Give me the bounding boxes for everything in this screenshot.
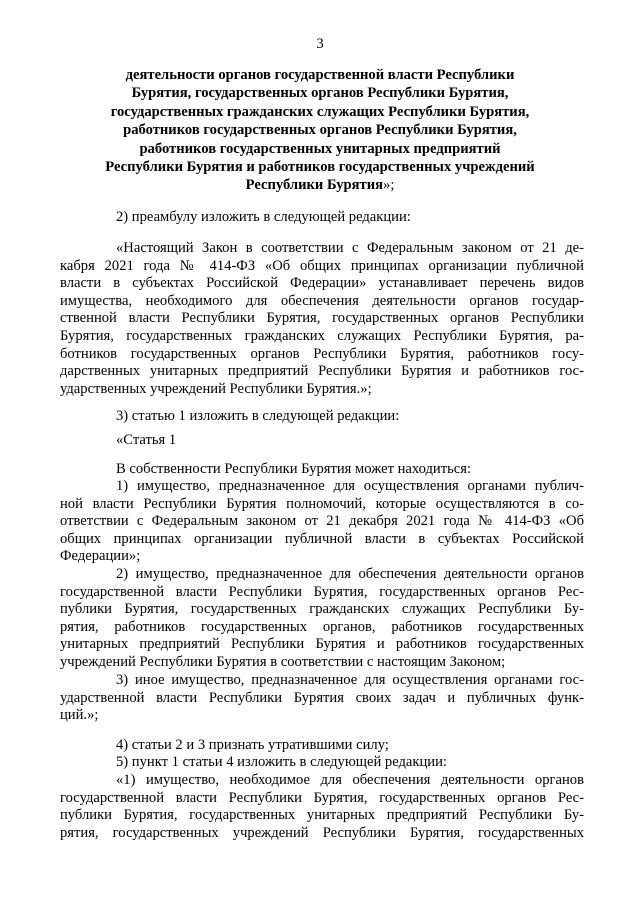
text-line: публики Бурятия, государственных унитарных предприятий Республики Бу- — [60, 807, 584, 824]
text-line: 3) иное имущество, предназначенное для осуществления органами гос- — [116, 672, 584, 688]
text-line: унитарных предприятий Республики Бурятия и работников государственных — [60, 636, 584, 653]
text-line: рятия, работников государственных органов, работников государственных — [60, 618, 584, 635]
text-line: публики Бурятия, государственных гражданских служащих Республики Бу- — [60, 601, 584, 618]
article-sub-2 — [60, 566, 584, 672]
text-line: ной власти Республики Бурятия полномочий, которые осуществляются в со- — [60, 495, 584, 512]
heading-line: деятельности органов государственной власти Республики — [125, 67, 515, 83]
text-line: дарственных унитарных предприятий Республики Бурятия и работников гос- — [60, 363, 584, 380]
article-4-point-1 — [60, 772, 584, 842]
amendment-item-2: 2) преамбулу изложить в следующей редакции: — [116, 209, 411, 225]
text-line: государственной власти Республики Бурятия, государственных органов Рес- — [60, 583, 584, 600]
amendment-item-3: 3) статью 1 изложить в следующей редакции: — [116, 408, 400, 424]
heading-line: работников государственных органов Республики Бурятия, — [123, 122, 517, 139]
text-line: ответствии с Федеральным законом от 21 декабря 2021 года № 414-ФЗ «Об — [60, 513, 584, 530]
text-line: 2) имущество, предназначенное для обеспечения деятельности органов — [116, 566, 584, 582]
text-line: «Настоящий Закон в соответствии с Федеральным законом от 21 де- — [116, 240, 584, 256]
heading-line: государственных гражданских служащих Республики Бурятия, — [110, 103, 530, 120]
amendment-item-4: 4) статьи 2 и 3 признать утратившими силу; — [116, 737, 389, 753]
article-intro: В собственности Республики Бурятия может находиться: — [116, 461, 472, 477]
article-sub-1 — [60, 478, 584, 566]
heading-line-last: Республики Бурятия»; — [245, 177, 395, 194]
text-line: учреждений Республики Бурятия в соответствии с настоящим Законом; — [60, 653, 506, 670]
text-line: общих принципах организации публичной власти в субъектах Российской — [60, 530, 584, 547]
heading-line: работников государственных унитарных предприятий — [139, 140, 501, 157]
text-line: ций.»; — [60, 707, 99, 724]
text-line: государственной власти Республики Бурятия, государственных органов Рес- — [60, 789, 584, 806]
text-line: рятия, государственных учреждений Республики Бурятия, государственных — [60, 824, 584, 841]
text-line: кабря 2021 года № 414-ФЗ «Об общих принципах организации публичной — [60, 257, 584, 274]
preamble-text — [60, 240, 584, 398]
text-line: ственной власти Республики Бурятия, государственных органов Республики — [60, 310, 584, 327]
text-line: Федерации»; — [60, 548, 141, 565]
text-line: Бурятия, государственных гражданских служащих Республики Бурятия, ра- — [60, 327, 584, 344]
law-title-continuation — [60, 66, 580, 195]
article-title: «Статья 1 — [116, 432, 177, 448]
page-number: 3 — [316, 36, 324, 52]
heading-line: Республики Бурятия и работников государственных учреждений — [105, 159, 535, 176]
text-line: «1) имущество, необходимое для обеспечения деятельности органов — [116, 772, 584, 788]
text-line: ударственной власти Республики Бурятия своих задач и публичных функ- — [60, 689, 584, 706]
text-line: 1) имущество, предназначенное для осуществления органами публич- — [116, 478, 584, 494]
amendment-item-5: 5) пункт 1 статьи 4 изложить в следующей редакции: — [116, 754, 447, 770]
text-line: ботников государственных органов Республики Бурятия, работников госу- — [60, 345, 584, 362]
heading-line: Бурятия, государственных органов Республики Бурятия, — [131, 85, 509, 102]
text-line: ударственных учреждений Республики Бурятия.»; — [60, 380, 372, 397]
text-line: власти в субъектах Российской Федерации» устанавливает перечень видов — [60, 275, 584, 292]
text-line: имущества, необходимого для обеспечения деятельности органов государ- — [60, 292, 584, 309]
article-sub-3 — [60, 672, 584, 725]
